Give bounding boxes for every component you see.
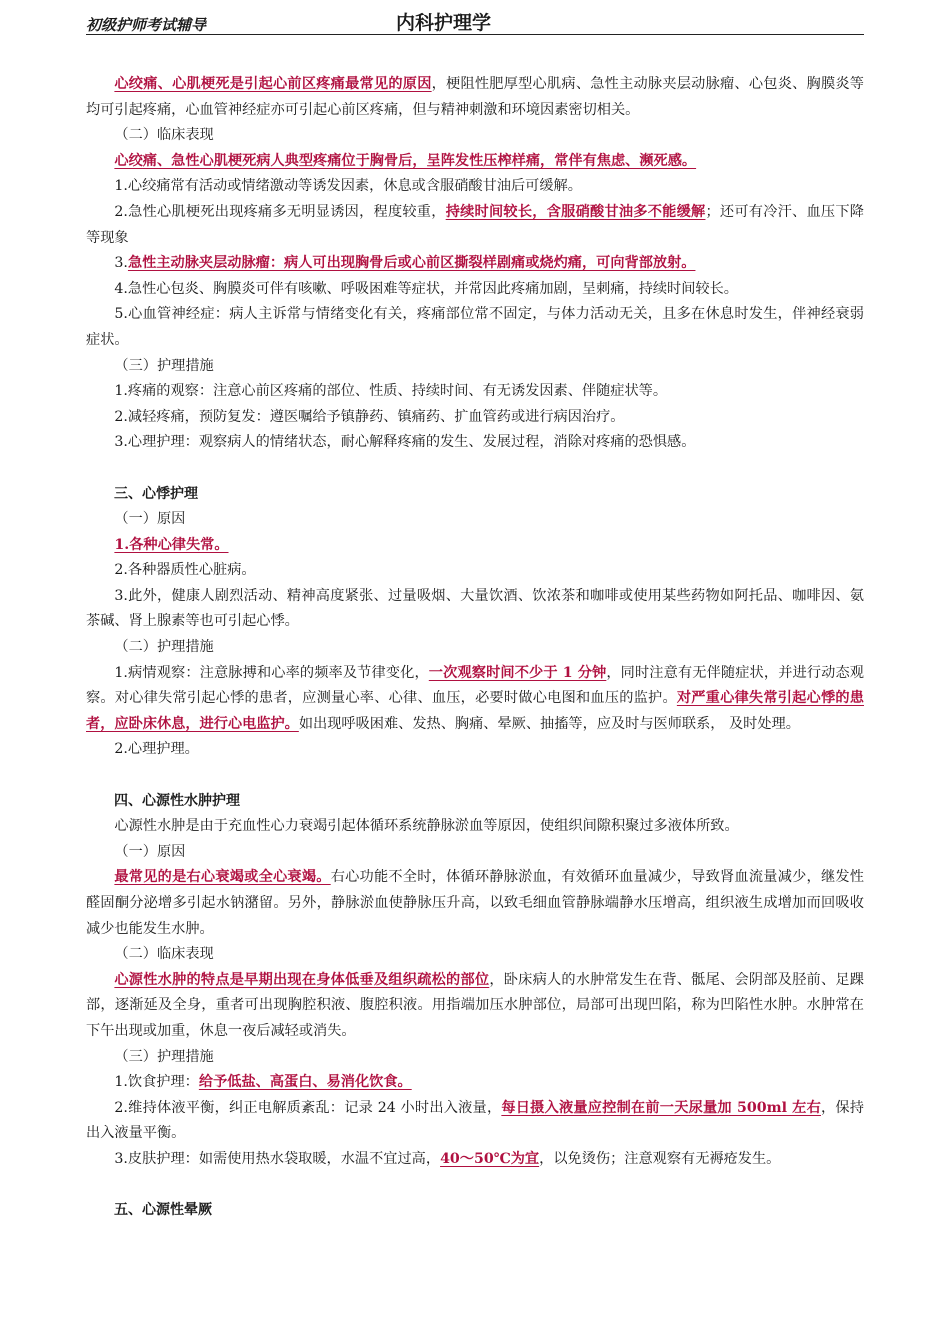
key-point: 心绞痛、心肌梗死是引起心前区疼痛最常见的原因 [114,76,432,92]
paragraph: 心源性水肿的特点是早期出现在身体低垂及组织疏松的部位，卧床病人的水肿常发生在背、骶尾、会阴部及胫前、足踝部，逐渐延及全身，重者可出现胸腔积液、腹腔积液。用指端加压水肿部位，局部可出现凹陷，称为凹陷性水肿。水肿常在下午出现或加重，休息一夜后减轻或消失。 [86,971,864,1039]
subsection-heading: （一）原因 [114,511,186,528]
list-item: 2.减轻疼痛，预防复发：遵医嘱给予镇静药、镇痛药、扩血管药或进行病因治疗。 [114,408,625,425]
key-point: 每日摄入液量应控制在前一天尿量加 500ml 左右 [501,1099,821,1116]
subsection-heading: （二）临床表现 [114,946,214,963]
subsection-heading: （一）原因 [114,843,186,860]
subsection-heading: （三）护理措施 [114,1048,214,1065]
header-subject-title: 内科护理学 [396,12,492,34]
page-header [86,8,864,35]
key-point-paragraph [86,149,864,175]
list-item: 1.病情观察：注意脉搏和心率的频率及节律变化，一次观察时间不少于 1 分钟，同时注意有无伴随症状，并进行动态观察。对心律失常引起心悸的患者，应测量心率、心律、血压，必要时做心电图和血压的监护。对严重心律失常引起心悸的患者，应卧床休息，进行心电监护。如出现呼吸困难、发热、胸痛、晕厥、抽搐等，应及时与医师联系， 及时处理。 [86,664,864,732]
intro-paragraph: 心绞痛、心肌梗死是引起心前区疼痛最常见的原因，梗阻性肥厚型心肌病、急性主动脉夹层动脉瘤、心包炎、胸膜炎等均可引起疼痛，心血管神经症亦可引起心前区疼痛，但与精神刺激和环境因素密切相关。 [86,76,864,118]
key-point: 1.各种心律失常。 [114,536,229,553]
key-point: 一次观察时间不少于 1 分钟 [428,664,607,681]
list-item [86,533,864,559]
key-point: 最常见的是右心衰竭或全心衰竭。 [114,869,331,886]
header-course-title: 初级护师考试辅导 [86,16,207,34]
key-point: 给予低盐、高蛋白、易消化饮食。 [198,1074,412,1091]
section-heading: 五、心源性晕厥 [114,1202,212,1219]
section-intro: 心源性水肿是由于充血性心力衰竭引起体循环系统静脉淤血等原因，使组织间隙积聚过多液体所致。 [114,818,739,835]
document-body [86,72,864,1224]
list-item: 2.各种器质性心脏病。 [114,562,256,579]
list-item: 3.心理护理：观察病人的情绪状态，耐心解释疼痛的发生、发展过程，消除对疼痛的恐惧感。 [114,434,696,451]
list-item: 4.急性心包炎、胸膜炎可伴有咳嗽、呼吸困难等症状，并常因此疼痛加剧，呈刺痛，持续时间较长。 [114,280,738,297]
subsection-heading: （三）护理措施 [114,357,214,374]
subsection-heading: （二）临床表现 [114,127,214,144]
key-point: 急性主动脉夹层动脉瘤：病人可出现胸骨后或心前区撕裂样剧痛或烧灼痛，可向背部放射。 [127,255,696,272]
list-item: 3.皮肤护理：如需使用热水袋取暖，水温不宜过高，40～50℃为宜，以免烫伤；注意观察有无褥疮发生。 [114,1150,781,1167]
list-item: 2.急性心肌梗死出现疼痛多无明显诱因，程度较重，持续时间较长，含服硝酸甘油多不能缓解；还可有冷汗、血压下降等现象 [86,203,864,246]
key-point: 心源性水肿的特点是早期出现在身体低垂及组织疏松的部位 [114,971,490,988]
key-point: 心绞痛、急性心肌梗死病人典型疼痛位于胸骨后，呈阵发性压榨样痛，常伴有焦虑、濒死感。 [114,152,697,169]
list-item: 1.疼痛的观察：注意心前区疼痛的部位、性质、持续时间、有无诱发因素、伴随症状等。 [114,383,668,400]
list-item: 2.心理护理。 [114,741,199,758]
list-item: 5.心血管神经症：病人主诉常与情绪变化有关，疼痛部位常不固定，与体力活动无关，且多在休息时发生，伴神经衰弱症状。 [86,306,864,348]
section-heading: 四、心源性水肿护理 [114,792,240,809]
key-point: 40～50℃为宜 [440,1150,540,1167]
list-item: 1.饮食护理：给予低盐、高蛋白、易消化饮食。 [114,1074,412,1091]
list-item: 2.维持体液平衡，纠正电解质紊乱：记录 24 小时出入液量，每日摄入液量应控制在前一天尿量加 500ml 左右，保持出入液量平衡。 [86,1099,864,1142]
key-point: 持续时间较长，含服硝酸甘油多不能缓解 [445,203,706,220]
list-item: 1.心绞痛常有活动或情绪激动等诱发因素，休息或含服硝酸甘油后可缓解。 [114,178,582,195]
subsection-heading: （二）护理措施 [114,639,214,656]
list-item: 3.急性主动脉夹层动脉瘤：病人可出现胸骨后或心前区撕裂样剧痛或烧灼痛，可向背部放射。 [114,255,696,272]
key-point: 对严重心律失常引起心悸的患者，应卧床休息，进行心电监护。 [86,690,864,732]
section-heading: 三、心悸护理 [114,485,198,502]
paragraph: 最常见的是右心衰竭或全心衰竭。右心功能不全时，体循环静脉淤血，有效循环血量减少，导致肾血流量减少，继发性醛固酮分泌增多引起水钠潴留。另外，静脉淤血使静脉压升高，以致毛细血管静脉端静水压增高，组织液生成增加而回吸收减少也能发生水肿。 [86,869,864,937]
list-item: 3.此外，健康人剧烈活动、精神高度紧张、过量吸烟、大量饮酒、饮浓茶和咖啡或使用某些药物如阿托品、咖啡因、氨茶碱、肾上腺素等也可引起心悸。 [86,587,864,630]
